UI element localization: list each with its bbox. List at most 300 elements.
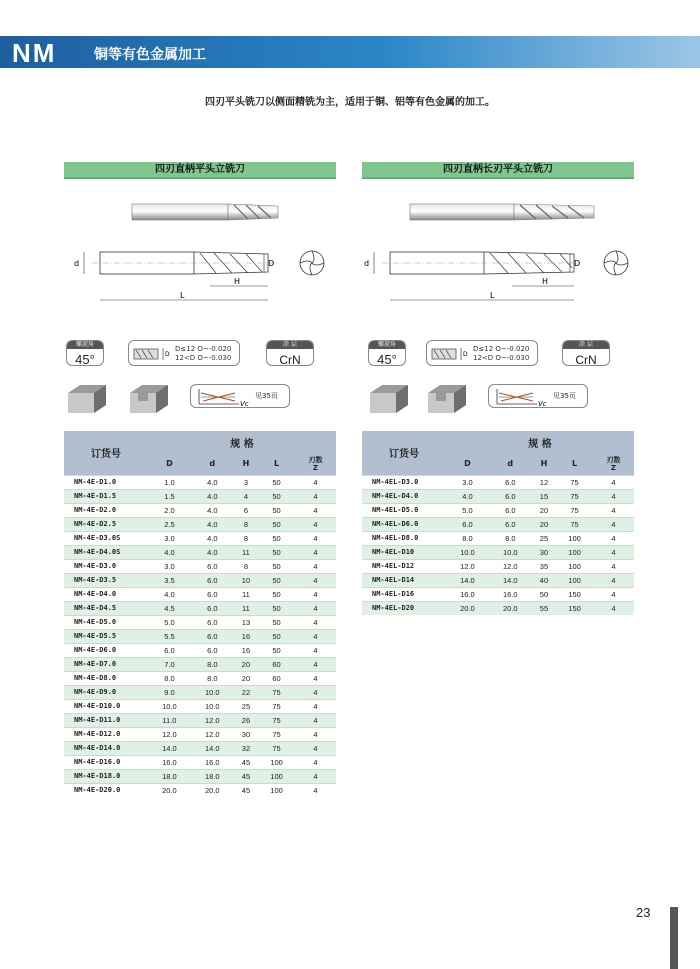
d-cell: 4.0 — [191, 531, 234, 545]
L-cell: 60 — [258, 657, 295, 671]
D-cell: 14.0 — [446, 573, 489, 587]
H-cell: 11 — [234, 545, 258, 559]
H-cell: 16 — [234, 643, 258, 657]
th-H: H — [532, 453, 556, 475]
header-title: 铜等有色金属加工 — [94, 47, 206, 63]
table-row — [64, 503, 336, 517]
D-cell: 10.0 — [446, 545, 489, 559]
L-cell: 75 — [556, 517, 593, 531]
L-cell: 75 — [258, 727, 295, 741]
D-cell: 4.0 — [446, 489, 489, 503]
L-cell: 50 — [258, 587, 295, 601]
L-cell: 75 — [556, 503, 593, 517]
d-cell: 16.0 — [489, 587, 532, 601]
table-row — [64, 657, 336, 671]
L-cell: 50 — [258, 601, 295, 615]
table-row — [64, 629, 336, 643]
order-code-cell: NM-4E-D2.0 — [64, 503, 148, 517]
tolerance-icon — [133, 345, 171, 363]
L-cell: 50 — [258, 503, 295, 517]
H-cell: 15 — [532, 489, 556, 503]
Z-cell: 4 — [295, 699, 336, 713]
order-code-cell: NM-4EL-D8.0 — [362, 531, 446, 545]
table-row — [64, 601, 336, 615]
order-code-cell: NM-4E-D5.5 — [64, 629, 148, 643]
Z-cell: 4 — [295, 601, 336, 615]
d-cell: 4.0 — [191, 489, 234, 503]
order-code-cell: NM-4EL-D10 — [362, 545, 446, 559]
left-cutting-speed-ref — [190, 384, 290, 408]
L-cell: 75 — [556, 475, 593, 489]
L-cell: 50 — [258, 629, 295, 643]
D-cell: 3.0 — [148, 559, 191, 573]
tolerance-icon — [431, 345, 469, 363]
order-code-cell: NM-4EL-D6.0 — [362, 517, 446, 531]
order-code-cell: NM-4E-D1.0 — [64, 475, 148, 489]
right-helix-angle-badge — [368, 340, 406, 366]
D-cell: 2.0 — [148, 503, 191, 517]
order-code-cell: NM-4E-D14.0 — [64, 741, 148, 755]
d-cell: 12.0 — [489, 559, 532, 573]
right-product-title: 四刃直柄长刃平头立铣刀 — [362, 162, 634, 179]
d-cell: 10.0 — [191, 685, 234, 699]
Z-cell: 4 — [295, 685, 336, 699]
order-code-cell: NM-4E-D9.0 — [64, 685, 148, 699]
svg-text:D: D — [165, 351, 170, 358]
H-cell: 10 — [234, 573, 258, 587]
Z-cell: 4 — [295, 615, 336, 629]
L-cell: 50 — [258, 517, 295, 531]
table-row — [64, 545, 336, 559]
H-cell: 25 — [532, 531, 556, 545]
order-code-cell: NM-4E-D10.0 — [64, 699, 148, 713]
coating-label: 涂 层 — [563, 341, 609, 349]
dim-L-label: L — [180, 291, 185, 300]
d-cell: 4.0 — [191, 503, 234, 517]
d-cell: 6.0 — [191, 615, 234, 629]
order-code-cell: NM-4E-D3.0S — [64, 531, 148, 545]
D-cell: 6.0 — [446, 517, 489, 531]
cutting-speed-chart-icon — [493, 387, 551, 407]
D-cell: 3.0 — [446, 475, 489, 489]
L-cell: 100 — [556, 545, 593, 559]
th-Z-label: 刃数 — [606, 455, 621, 464]
order-code-cell: NM-4E-D20.0 — [64, 783, 148, 797]
Z-cell: 4 — [295, 503, 336, 517]
d-cell: 10.0 — [489, 545, 532, 559]
d-cell: 4.0 — [191, 545, 234, 559]
order-code-cell: NM-4E-D7.0 — [64, 657, 148, 671]
D-cell: 1.0 — [148, 475, 191, 489]
workpiece-block-icon — [66, 379, 110, 415]
right-cutting-speed-ref — [488, 384, 588, 408]
th-Z-symbol: Z — [312, 463, 318, 472]
order-code-cell: NM-4EL-D3.0 — [362, 475, 446, 489]
th-d: d — [489, 453, 532, 475]
helix-value: 45° — [75, 352, 95, 367]
table-row — [64, 489, 336, 503]
th-Z-label: 刃数 — [308, 455, 323, 464]
dim-d-label: d — [74, 259, 80, 268]
th-H: H — [234, 453, 258, 475]
L-cell: 50 — [258, 615, 295, 629]
tolerance-line-2: 12<D O~-0.030 — [473, 354, 530, 362]
d-cell: 12.0 — [191, 713, 234, 727]
Z-cell: 4 — [295, 671, 336, 685]
d-cell: 16.0 — [191, 755, 234, 769]
table-row — [362, 601, 634, 615]
Z-cell: 4 — [295, 531, 336, 545]
Z-cell: 4 — [295, 769, 336, 783]
H-cell: 26 — [234, 713, 258, 727]
order-code-cell: NM-4EL-D16 — [362, 587, 446, 601]
Z-cell: 4 — [593, 475, 634, 489]
D-cell: 3.5 — [148, 573, 191, 587]
order-code-cell: NM-4E-D2.5 — [64, 517, 148, 531]
d-cell: 6.0 — [191, 601, 234, 615]
table-row — [64, 755, 336, 769]
d-cell: 6.0 — [191, 629, 234, 643]
intro-text: 四刃平头铣刀以侧面精铣为主，适用于铜、铝等有色金属的加工。 — [205, 97, 495, 108]
H-cell: 22 — [234, 685, 258, 699]
Z-cell: 4 — [593, 531, 634, 545]
table-row — [64, 475, 336, 489]
d-cell: 4.0 — [191, 475, 234, 489]
Z-cell: 4 — [593, 573, 634, 587]
L-cell: 100 — [556, 573, 593, 587]
table-row — [64, 573, 336, 587]
Z-cell: 4 — [593, 503, 634, 517]
d-cell: 10.0 — [191, 699, 234, 713]
L-cell: 150 — [556, 587, 593, 601]
table-row — [64, 531, 336, 545]
left-tolerance-box — [128, 340, 240, 366]
L-cell: 50 — [258, 545, 295, 559]
H-cell: 16 — [234, 629, 258, 643]
table-row — [64, 559, 336, 573]
H-cell: 3 — [234, 475, 258, 489]
order-code-cell: NM-4E-D4.5 — [64, 601, 148, 615]
Z-cell: 4 — [593, 601, 634, 615]
H-cell: 20 — [234, 657, 258, 671]
Z-cell: 4 — [295, 629, 336, 643]
th-Z — [295, 453, 336, 475]
order-code-cell: NM-4E-D4.0 — [64, 587, 148, 601]
D-cell: 16.0 — [148, 755, 191, 769]
table-row — [64, 615, 336, 629]
d-cell: 18.0 — [191, 769, 234, 783]
d-cell: 12.0 — [191, 727, 234, 741]
workpiece-block-icon — [368, 379, 412, 415]
order-code-cell: NM-4E-D1.5 — [64, 489, 148, 503]
H-cell: 25 — [234, 699, 258, 713]
H-cell: 20 — [234, 671, 258, 685]
tolerance-line-1: D≤12 O~-0.020 — [175, 345, 232, 353]
d-cell: 6.0 — [191, 643, 234, 657]
D-cell: 6.0 — [148, 643, 191, 657]
svg-text:D: D — [463, 351, 468, 358]
order-code-cell: NM-4E-D8.0 — [64, 671, 148, 685]
order-code-cell: NM-4E-D12.0 — [64, 727, 148, 741]
L-cell: 60 — [258, 671, 295, 685]
order-code-cell: NM-4E-D18.0 — [64, 769, 148, 783]
table-row — [362, 587, 634, 601]
D-cell: 5.0 — [148, 615, 191, 629]
order-code-cell: NM-4EL-D5.0 — [362, 503, 446, 517]
H-cell: 12 — [532, 475, 556, 489]
table-row — [64, 727, 336, 741]
right-spec-table — [362, 431, 634, 615]
L-cell: 50 — [258, 489, 295, 503]
d-cell: 20.0 — [489, 601, 532, 615]
Z-cell: 4 — [295, 643, 336, 657]
D-cell: 4.0 — [148, 545, 191, 559]
helix-label: 螺旋角 — [369, 341, 405, 349]
D-cell: 12.0 — [446, 559, 489, 573]
L-cell: 50 — [258, 643, 295, 657]
table-row — [362, 573, 634, 587]
H-cell: 11 — [234, 587, 258, 601]
vc-label: Vc — [240, 400, 249, 407]
L-cell: 100 — [556, 531, 593, 545]
cutting-speed-chart-icon — [195, 387, 253, 407]
D-cell: 8.0 — [446, 531, 489, 545]
L-cell: 75 — [556, 489, 593, 503]
tolerance-line-1: D≤12 O~-0.020 — [473, 345, 530, 353]
order-code-cell: NM-4EL-D4.0 — [362, 489, 446, 503]
L-cell: 50 — [258, 573, 295, 587]
D-cell: 3.0 — [148, 531, 191, 545]
table-row — [64, 643, 336, 657]
order-code-cell: NM-4E-D5.0 — [64, 615, 148, 629]
left-spec-body — [64, 475, 336, 797]
H-cell: 20 — [532, 503, 556, 517]
left-product-title: 四刃直柄平头立铣刀 — [64, 162, 336, 179]
th-order-no: 订货号 — [64, 431, 148, 475]
D-cell: 4.5 — [148, 601, 191, 615]
order-code-cell: NM-4E-D4.0S — [64, 545, 148, 559]
order-code-cell: NM-4E-D3.5 — [64, 573, 148, 587]
Z-cell: 4 — [593, 587, 634, 601]
th-D: D — [446, 453, 489, 475]
d-cell: 8.0 — [191, 671, 234, 685]
table-row — [64, 699, 336, 713]
L-cell: 75 — [258, 699, 295, 713]
L-cell: 100 — [258, 755, 295, 769]
table-row — [64, 769, 336, 783]
th-L: L — [258, 453, 295, 475]
H-cell: 30 — [234, 727, 258, 741]
table-row — [64, 783, 336, 797]
th-D: D — [148, 453, 191, 475]
table-row — [362, 475, 634, 489]
D-cell: 20.0 — [446, 601, 489, 615]
th-spec: 规 格 — [446, 431, 634, 453]
d-cell: 6.0 — [489, 489, 532, 503]
D-cell: 11.0 — [148, 713, 191, 727]
H-cell: 45 — [234, 783, 258, 797]
L-cell: 50 — [258, 475, 295, 489]
th-spec: 规 格 — [148, 431, 336, 453]
H-cell: 30 — [532, 545, 556, 559]
Z-cell: 4 — [593, 559, 634, 573]
L-cell: 100 — [258, 783, 295, 797]
d-cell: 8.0 — [191, 657, 234, 671]
order-code-cell: NM-4EL-D12 — [362, 559, 446, 573]
page-number: 23 — [636, 905, 651, 920]
D-cell: 7.0 — [148, 657, 191, 671]
D-cell: 2.5 — [148, 517, 191, 531]
d-cell: 6.0 — [489, 503, 532, 517]
order-code-cell: NM-4E-D6.0 — [64, 643, 148, 657]
Z-cell: 4 — [295, 545, 336, 559]
table-row — [64, 587, 336, 601]
D-cell: 20.0 — [148, 783, 191, 797]
Z-cell: 4 — [295, 489, 336, 503]
L-cell: 50 — [258, 531, 295, 545]
tolerance-line-2: 12<D O~-0.030 — [175, 354, 232, 362]
right-spec-body — [362, 475, 634, 615]
d-cell: 4.0 — [191, 517, 234, 531]
L-cell: 75 — [258, 685, 295, 699]
H-cell: 40 — [532, 573, 556, 587]
coating-label: 涂 层 — [267, 341, 313, 349]
order-code-cell: NM-4E-D16.0 — [64, 755, 148, 769]
workpiece-slot-icon — [128, 379, 172, 415]
d-cell: 6.0 — [191, 573, 234, 587]
dim-d-label: d — [364, 259, 370, 268]
left-coating-badge — [266, 340, 314, 366]
Z-cell: 4 — [295, 475, 336, 489]
workpiece-slot-icon — [426, 379, 470, 415]
L-cell: 75 — [258, 741, 295, 755]
H-cell: 8 — [234, 531, 258, 545]
D-cell: 1.5 — [148, 489, 191, 503]
D-cell: 16.0 — [446, 587, 489, 601]
H-cell: 8 — [234, 517, 258, 531]
H-cell: 8 — [234, 559, 258, 573]
d-cell: 20.0 — [191, 783, 234, 797]
L-cell: 50 — [258, 559, 295, 573]
table-row — [362, 489, 634, 503]
see-page-ref: 见35页 — [255, 392, 278, 400]
Z-cell: 4 — [593, 545, 634, 559]
helix-label: 螺旋角 — [67, 341, 103, 349]
D-cell: 5.0 — [446, 503, 489, 517]
dim-H-label: H — [234, 277, 241, 286]
th-Z — [593, 453, 634, 475]
header-banner — [0, 36, 700, 68]
table-row — [64, 671, 336, 685]
d-cell: 8.0 — [489, 531, 532, 545]
left-spec-table — [64, 431, 336, 797]
D-cell: 8.0 — [148, 671, 191, 685]
D-cell: 10.0 — [148, 699, 191, 713]
dim-H-label: H — [542, 277, 549, 286]
Z-cell: 4 — [295, 587, 336, 601]
d-cell: 6.0 — [489, 475, 532, 489]
Z-cell: 4 — [295, 517, 336, 531]
Z-cell: 4 — [295, 559, 336, 573]
left-tool-drawing — [64, 196, 336, 306]
D-cell: 14.0 — [148, 741, 191, 755]
L-cell: 150 — [556, 601, 593, 615]
H-cell: 45 — [234, 769, 258, 783]
right-tolerance-box — [426, 340, 538, 366]
Z-cell: 4 — [295, 573, 336, 587]
table-row — [362, 559, 634, 573]
Z-cell: 4 — [295, 713, 336, 727]
dim-L-label: L — [490, 291, 495, 300]
Z-cell: 4 — [295, 741, 336, 755]
order-code-cell: NM-4E-D3.0 — [64, 559, 148, 573]
H-cell: 11 — [234, 601, 258, 615]
D-cell: 12.0 — [148, 727, 191, 741]
Z-cell: 4 — [593, 517, 634, 531]
table-row — [362, 503, 634, 517]
L-cell: 75 — [258, 713, 295, 727]
vc-label: Vc — [538, 400, 547, 407]
table-row — [64, 713, 336, 727]
H-cell: 35 — [532, 559, 556, 573]
d-cell: 6.0 — [489, 517, 532, 531]
order-code-cell: NM-4EL-D14 — [362, 573, 446, 587]
th-Z-symbol: Z — [610, 463, 616, 472]
dim-D-label: D — [574, 259, 581, 268]
left-helix-angle-badge — [66, 340, 104, 366]
table-row — [64, 517, 336, 531]
L-cell: 100 — [258, 769, 295, 783]
coating-value: CrN — [575, 353, 597, 367]
th-L: L — [556, 453, 593, 475]
Z-cell: 4 — [295, 783, 336, 797]
H-cell: 20 — [532, 517, 556, 531]
helix-value: 45° — [377, 352, 397, 367]
H-cell: 55 — [532, 601, 556, 615]
H-cell: 13 — [234, 615, 258, 629]
table-row — [362, 517, 634, 531]
H-cell: 32 — [234, 741, 258, 755]
Z-cell: 4 — [295, 755, 336, 769]
table-row — [362, 545, 634, 559]
D-cell: 5.5 — [148, 629, 191, 643]
coating-value: CrN — [279, 353, 301, 367]
dim-D-label: D — [268, 259, 275, 268]
H-cell: 50 — [532, 587, 556, 601]
H-cell: 45 — [234, 755, 258, 769]
table-row — [362, 531, 634, 545]
H-cell: 6 — [234, 503, 258, 517]
table-row — [64, 741, 336, 755]
right-coating-badge — [562, 340, 610, 366]
page-edge-bar — [670, 907, 678, 969]
H-cell: 4 — [234, 489, 258, 503]
table-row — [64, 685, 336, 699]
D-cell: 18.0 — [148, 769, 191, 783]
series-code: NM — [12, 38, 57, 68]
d-cell: 14.0 — [191, 741, 234, 755]
D-cell: 9.0 — [148, 685, 191, 699]
L-cell: 100 — [556, 559, 593, 573]
Z-cell: 4 — [593, 489, 634, 503]
Z-cell: 4 — [295, 727, 336, 741]
th-d: d — [191, 453, 234, 475]
Z-cell: 4 — [295, 657, 336, 671]
right-tool-drawing — [362, 196, 634, 306]
d-cell: 14.0 — [489, 573, 532, 587]
d-cell: 6.0 — [191, 587, 234, 601]
order-code-cell: NM-4E-D11.0 — [64, 713, 148, 727]
